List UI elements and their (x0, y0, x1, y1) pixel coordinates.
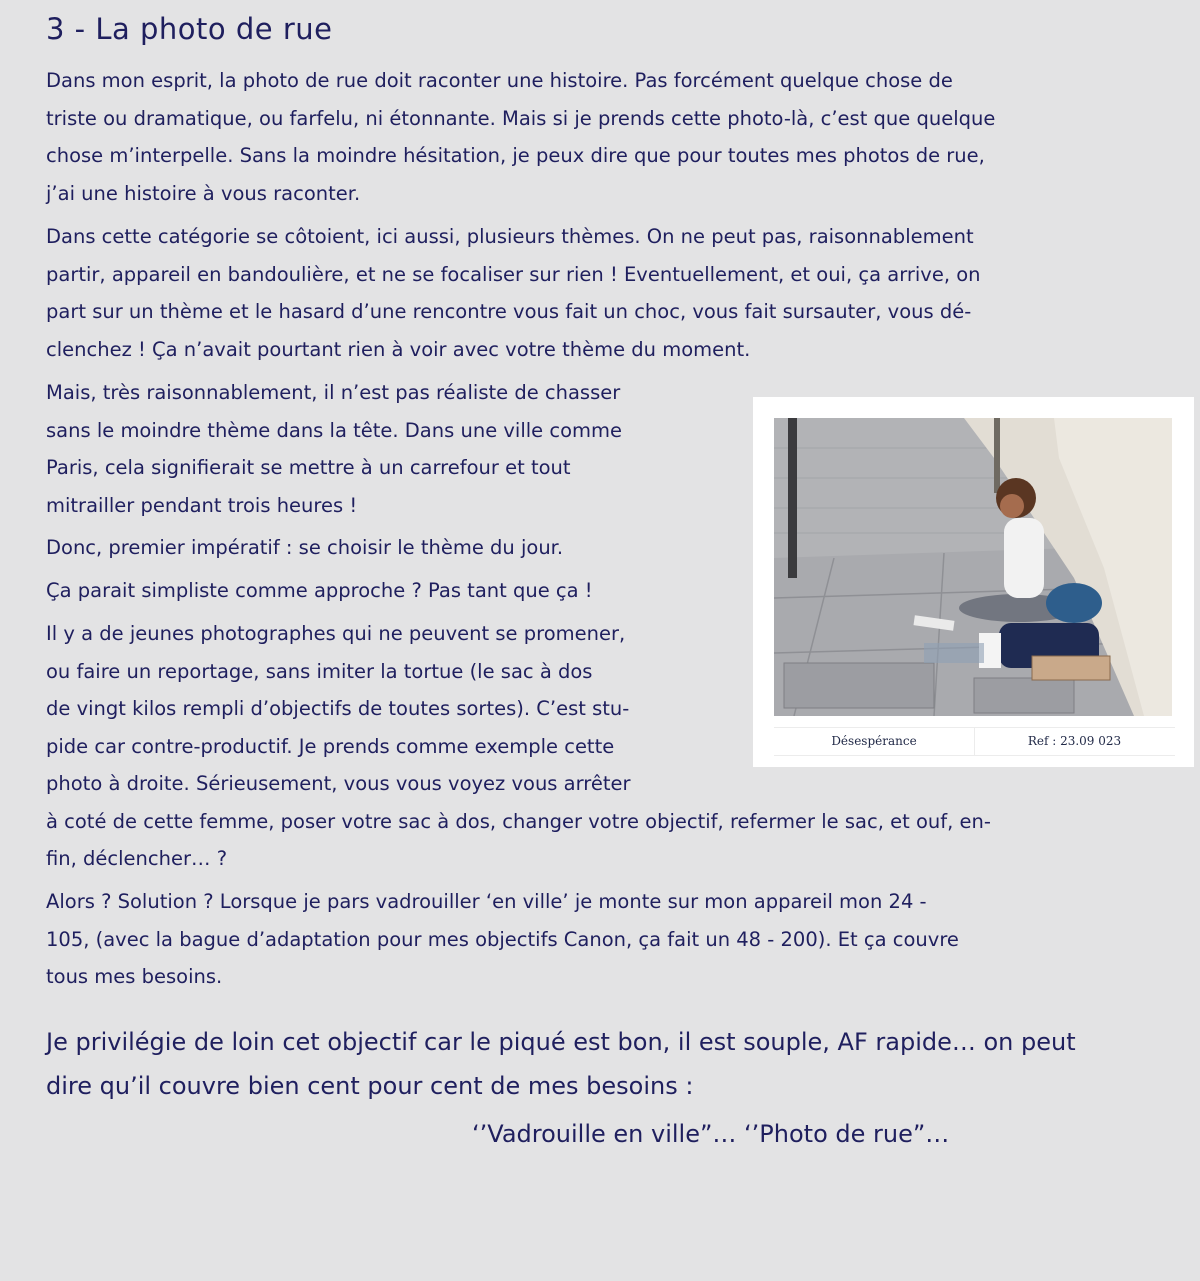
text-line: clenchez ! Ça n’avait pourtant rien à voir avec votre thème du moment. (46, 337, 751, 361)
text-line: photo à droite. Sérieusement, vous vous voyez vous arrêter (46, 772, 631, 795)
text-line: sans le moindre thème dans la tête. Dans une ville comme (46, 418, 623, 442)
text-line: Alors ? Solution ? Lorsque je pars vadrouiller ‘en ville’ je monte sur mon appareil mon 24 - (46, 890, 927, 913)
photo-reference: Ref : 23.09 023 (1027, 734, 1122, 748)
photo-title: Désespérance (774, 728, 975, 755)
text-line: triste ou dramatique, ou farfelu, ni étonnante. Mais si je prends cette photo-là, c’est que quelque (46, 106, 996, 130)
text-line: Mais, très raisonnablement, il n’est pas réaliste de chasser (46, 381, 621, 404)
text-line: mitrailler pendant trois heures ! (46, 493, 358, 517)
paragraph-imperative (46, 529, 563, 567)
text-line: ou faire un reportage, sans imiter la tortue (le sac à dos (46, 659, 593, 683)
text-line: fin, déclencher… ? (46, 847, 228, 870)
text-line: Paris, cela signifierait se mettre à un carrefour et tout (46, 456, 571, 479)
street-photo-illustration (774, 418, 1172, 716)
photo-card (753, 397, 1194, 767)
text-line: à coté de cette femme, poser votre sac à dos, changer votre objectif, refermer le sac, et ouf, en- (46, 809, 991, 833)
text-line: de vingt kilos rempli d’objectifs de toutes sortes). C’est stu- (46, 697, 630, 720)
text-line: 105, (avec la bague d’adaptation pour mes objectifs Canon, ça fait un 48 - 200). Et ça couvre (46, 927, 959, 951)
paragraph-intro (46, 62, 995, 212)
paragraph-simplistic (46, 572, 593, 610)
photo-caption-row (774, 727, 1175, 756)
text-line: Dans mon esprit, la photo de rue doit raconter une histoire. Pas forcément quelque chose de (46, 69, 953, 92)
street-photo[interactable] (774, 418, 1172, 716)
text-line: pide car contre-productif. Je prends comme exemple cette (46, 734, 615, 758)
paragraph-solution (46, 883, 959, 996)
closing-quote: ‘’Vadrouille en ville”… ‘’Photo de rue”… (472, 1120, 950, 1148)
text-line: Ça parait simpliste comme approche ? Pas tant que ça ! (46, 579, 593, 602)
text-line: dire qu’il couvre bien cent pour cent de mes besoins : (46, 1072, 694, 1100)
text-line: Dans cette catégorie se côtoient, ici aussi, plusieurs thèmes. On ne peut pas, raisonnablement (46, 225, 974, 248)
paragraph-realism (46, 374, 622, 524)
text-line: part sur un thème et le hasard d’une rencontre vous fait un choc, vous fait sursauter, vous dé- (46, 300, 972, 323)
text-line: Donc, premier impératif : se choisir le thème du jour. (46, 536, 564, 559)
text-line: j’ai une histoire à vous raconter. (46, 181, 361, 205)
paragraph-lens (46, 1020, 1076, 1108)
text-line: Je privilégie de loin cet objectif car le piqué est bon, il est souple, AF rapide… on peut (46, 1028, 1076, 1056)
text-line: Il y a de jeunes photographes qui ne peuvent se promener, (46, 622, 626, 645)
text-line: chose m’interpelle. Sans la moindre hésitation, je peux dire que pour toutes mes photos de rue, (46, 144, 985, 167)
paragraph-themes (46, 218, 981, 368)
section-heading: 3 - La photo de rue (46, 12, 333, 46)
text-line: tous mes besoins. (46, 965, 223, 988)
text-line: partir, appareil en bandoulière, et ne se focaliser sur rien ! Eventuellement, et oui, ça arrive, on (46, 262, 981, 286)
